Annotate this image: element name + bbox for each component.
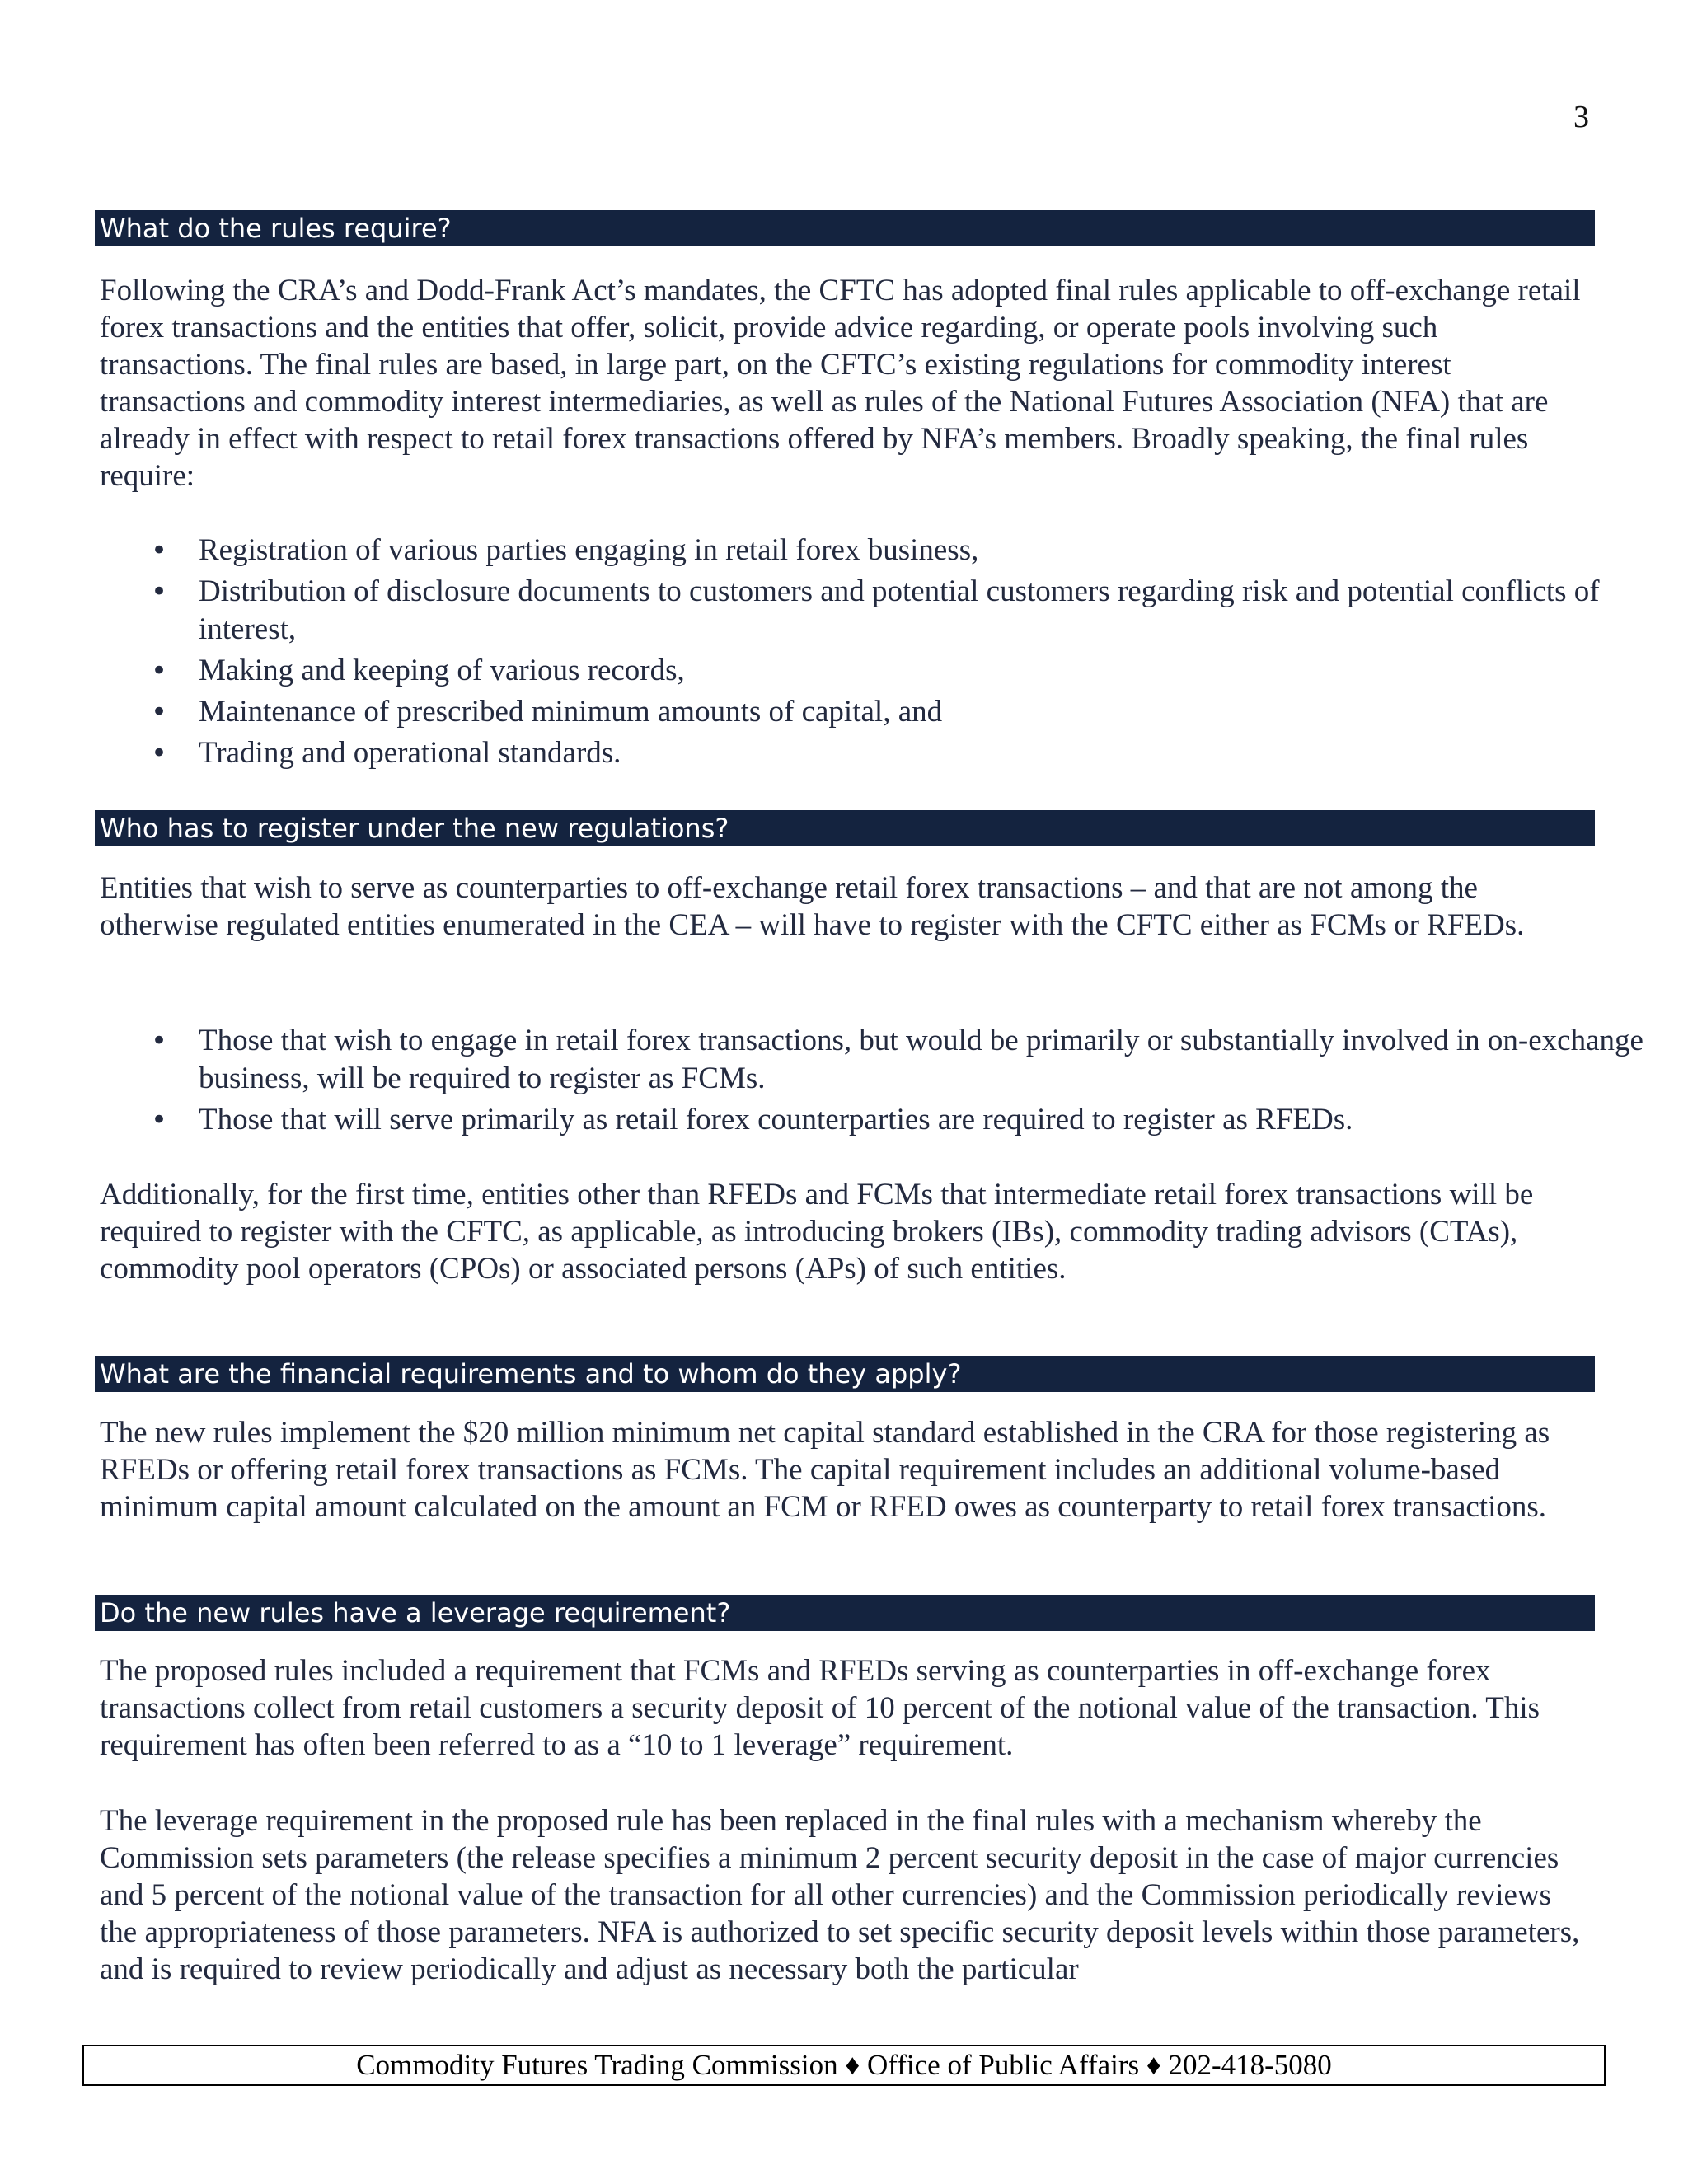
section-paragraph: Entities that wish to serve as counterparties to off-exchange retail forex transactions – and that are not among the otherwise regulated entities enumerated in the CEA – will have to register with the CFTC either as FCMs or RFEDs. [100,871,1525,942]
page-number: 3 [1573,100,1589,134]
list-item: • Distribution of disclosure documents to customers and potential customers regarding risk and potential conflicts of interest, [199,573,1688,649]
list-item: • Making and keeping of various records, [199,652,1688,690]
section-paragraph: The proposed rules included a requirement that FCMs and RFEDs serving as counterparties in off-exchange forex transactions collect from retail customers a security deposit of 10 percent of the notional value of the transaction. This requirement has often been referred to as a “10 to 1 leverage” requirement. [100,1654,1540,1762]
section-paragraph: Additionally, for the first time, entities other than RFEDs and FCMs that intermediate retail forex transactions will be required to register with the CFTC, as applicable, as introducing brokers (IBs), commodity trading advisors (CTAs), commodity pool operators (CPOs) or associated persons (APs) of such entities. [100,1178,1534,1286]
list-item: • Registration of various parties engaging in retail forex business, [199,532,1688,569]
list-item: • Trading and operational standards. [199,734,1688,772]
bullet-list [95,1022,1688,1142]
section-paragraph: The leverage requirement in the proposed rule has been replaced in the final rules with a mechanism whereby the Commission sets parameters (the release specifies a minimum 2 percent security deposit in the case of major currencies and 5 percent of the notional value of the transaction for all other currencies) and the Commission periodically reviews the appropriateness of those parameters. NFA is authorized to set specific security deposit levels within those parameters, and is required to review periodically and adjust as necessary both the particular [100,1804,1580,1986]
section-heading-who-register: Who has to register under the new regulations? [95,810,1595,846]
list-item: • Those that wish to engage in retail forex transactions, but would be primarily or substantially involved in on-exchange business, will be required to register as FCMs. [199,1022,1688,1098]
section-paragraph: The new rules implement the $20 million minimum net capital standard established in the CRA for those registering as RFEDs or offering retail forex transactions as FCMs. The capital requirement includes an additional volume-based minimum capital amount calculated on the amount an FCM or RFED owes as counterparty to retail forex transactions. [100,1416,1550,1524]
footer-contact-box: Commodity Futures Trading Commission ♦ Office of Public Affairs ♦ 202-418-5080 [82,2045,1606,2086]
section-heading-financial-requirements: What are the financial requirements and to whom do they apply? [95,1356,1595,1392]
section-paragraph: Following the CRA’s and Dodd-Frank Act’s mandates, the CFTC has adopted final rules applicable to off-exchange retail forex transactions and the entities that offer, solicit, provide advice regarding, or operate pools involving such transactions. The final rules are based, in large part, on the CFTC’s existing regulations for commodity interest transactions and commodity interest intermediaries, as well as rules of the National Futures Association (NFA) that are already in effect with respect to retail forex transactions offered by NFA’s members. Broadly speaking, the final rules require: [100,274,1581,493]
bullet-list [95,532,1688,776]
list-item: • Those that will serve primarily as retail forex counterparties are required to register as RFEDs. [199,1101,1688,1139]
list-item: • Maintenance of prescribed minimum amounts of capital, and [199,693,1688,731]
section-heading-leverage-requirement: Do the new rules have a leverage requirement? [95,1595,1595,1631]
section-heading-rules-require: What do the rules require? [95,210,1595,246]
